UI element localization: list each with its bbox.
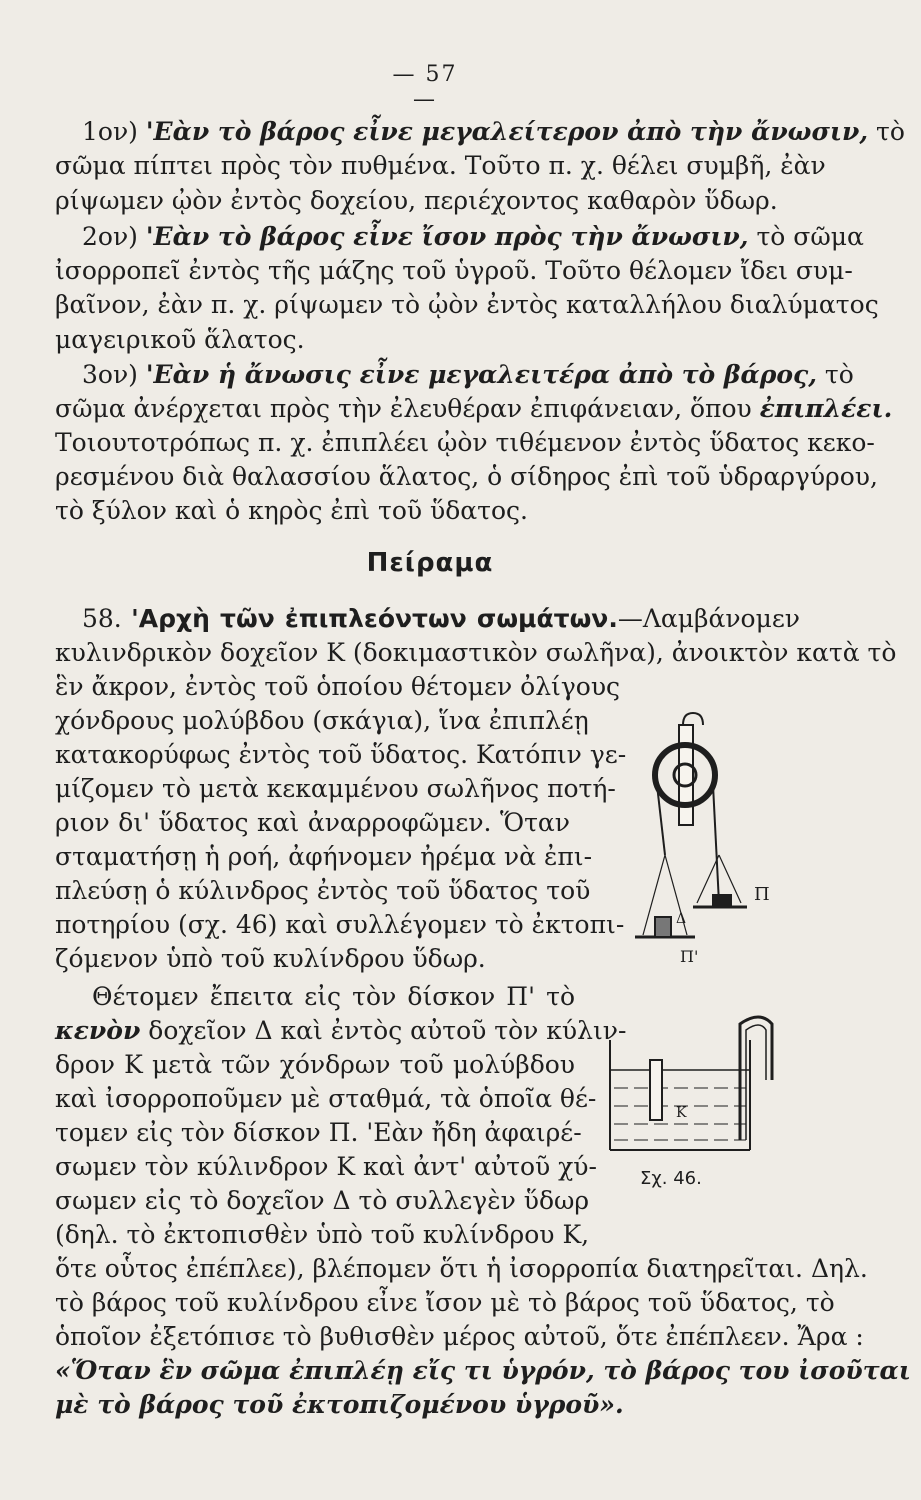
para5-line-9: ὅτε οὗτος ἐπέπλεε), βλέπομεν ὅτι ἡ ἰσορροπία διατηρεῖται. Δηλ. bbox=[55, 1254, 868, 1283]
sec58-line-6: μίζομεν τὸ μετὰ κεκαμμένου σωλῆνος ποτή- bbox=[55, 774, 616, 803]
glass-figure bbox=[600, 1010, 780, 1150]
para5-line-7: σωμεν εἰς τὸ δοχεῖον Δ τὸ συλλεγὲν ὕδωρ bbox=[55, 1186, 590, 1215]
para2-line-4: μαγειρικοῦ ἅλατος. bbox=[55, 325, 305, 354]
para5-line-1: Θέτομεν ἔπειτα εἰς τὸν δίσκον Π' τὸ bbox=[92, 982, 575, 1011]
para2-line-3: βαῖνον, ἐὰν π. χ. ρίψωμεν τὸ ᾠὸν ἐντὸς καταλλήλου διαλύματος bbox=[55, 290, 879, 319]
label-pi-prime: Π' bbox=[680, 947, 699, 966]
label-delta: Δ bbox=[676, 911, 687, 927]
para5-line-3: δρον Κ μετὰ τῶν χόνδρων τοῦ μολύβδου bbox=[55, 1050, 575, 1079]
para5-line-11: ὁποῖον ἐξετόπισε τὸ βυθισθὲν μέρος αὐτοῦ, ὅτε ἐπέπλεεν. Ἄρα : bbox=[55, 1322, 864, 1351]
para5-line-12: «Ὅταν ἓν σῶμα ἐπιπλέῃ εἴς τι ὑγρόν, τὸ βάρος του ἰσοῦται bbox=[55, 1356, 911, 1385]
para1-line-2: σῶμα πίπτει πρὸς τὸν πυθμένα. Τοῦτο π. χ. θέλει συμβῆ, ἐὰν bbox=[55, 151, 826, 180]
para2-line-2: ἰσορροπεῖ ἐντὸς τῆς μάζης τοῦ ὑγροῦ. Τοῦτο θέλομεν ἴδει συμ- bbox=[55, 256, 853, 285]
para5-line-6: σωμεν τὸν κύλινδρον Κ καὶ ἀντ' αὐτοῦ χύ- bbox=[55, 1152, 597, 1181]
vessel-delta bbox=[655, 917, 671, 937]
weights bbox=[713, 895, 731, 907]
right-string bbox=[713, 785, 719, 903]
para5-line-5: τομεν εἰς τὸν δίσκον Π. 'Εὰν ἤδη ἀφαιρέ- bbox=[55, 1118, 582, 1147]
sec58-line-3: ἓν ἄκρον, ἐντὸς τοῦ ὁποίου θέτομεν ὀλίγους bbox=[55, 672, 621, 701]
para3-line-3: Τοιουτοτρόπως π. χ. ἐπιπλέει ᾠὸν τιθέμενον ἐντὸς ὕδατος κεκο- bbox=[55, 428, 875, 457]
label-pi: Π bbox=[754, 884, 770, 905]
label-k: Κ bbox=[676, 1105, 687, 1121]
sec58-line-4: χόνδρους μολύβδου (σκάγια), ἵνα ἐπιπλέῃ bbox=[55, 706, 589, 735]
hook bbox=[683, 713, 703, 725]
para2-line-1: 2ον) 'Εὰν τὸ βάρος εἶνε ἴσον πρὸς τὴν ἄνωσιν, τὸ σῶμα bbox=[82, 222, 864, 251]
para1-line-3: ρίψωμεν ᾠὸν ἐντὸς δοχείου, περιέχοντος καθαρὸν ὕδωρ. bbox=[55, 186, 778, 215]
para3-line-1: 3ον) 'Εὰν ἡ ἄνωσις εἶνε μεγαλειτέρα ἀπὸ τὸ βάρος, τὸ bbox=[82, 360, 854, 389]
sec58-line-10: ποτηρίου (σχ. 46) καὶ συλλέγομεν τὸ ἐκτοπι- bbox=[55, 910, 625, 939]
para5-line-8: (δηλ. τὸ ἐκτοπισθὲν ὑπὸ τοῦ κυλίνδρου Κ, bbox=[55, 1220, 590, 1249]
para3-line-2: σῶμα ἀνέρχεται πρὸς τὴν ἐλευθέραν ἐπιφάνειαν, ὅπου ἐπιπλέει. bbox=[55, 394, 893, 423]
para5-line-4: καὶ ἰσορροποῦμεν μὲ σταθμά, τὰ ὁποῖα θέ- bbox=[55, 1084, 597, 1113]
para3-line-4: ρεσμένου διὰ θαλασσίου ἅλατος, ὁ σίδηρος ἐπὶ τοῦ ὑδραργύρου, bbox=[55, 462, 878, 491]
pulley-bracket bbox=[679, 725, 693, 825]
para5-line-2: κενὸν δοχεῖον Δ καὶ ἐντὸς αὐτοῦ τὸν κύλιν- bbox=[55, 1016, 627, 1045]
sec58-line-7: ριον δι' ὕδατος καὶ ἀναρροφῶμεν. Ὅταν bbox=[55, 808, 570, 837]
bent-tube bbox=[740, 1017, 772, 1140]
para5-line-13: μὲ τὸ βάρος τοῦ ἐκτοπιζομένου ὑγροῦ». bbox=[55, 1390, 624, 1419]
sec58-line-8: σταματήσῃ ἡ ροή, ἀφήνομεν ἠρέμα νὰ ἐπι- bbox=[55, 842, 593, 871]
floating-cylinder bbox=[650, 1060, 662, 1120]
figure-caption: Σχ. 46. bbox=[640, 1168, 702, 1189]
para3-bold: 'Εὰν ἡ ἄνωσις εἶνε μεγαλειτέρα ἀπὸ τὸ βάρος, bbox=[145, 360, 817, 389]
para2-bold: 'Εὰν τὸ βάρος εἶνε ἴσον πρὸς τὴν ἄνωσιν, bbox=[145, 222, 749, 251]
para1-bold: 'Εὰν τὸ βάρος εἶνε μεγαλείτερον ἀπὸ τὴν ἄνωσιν, bbox=[145, 117, 869, 146]
sec58-title: 'Αρχὴ τῶν ἐπιπλεόντων σωμάτων. bbox=[131, 604, 618, 633]
page-number: — 57 — bbox=[392, 62, 458, 112]
sec58-line-9: πλεύσῃ ὁ κύλινδρος ἐντὸς τοῦ ὕδατος τοῦ bbox=[55, 876, 591, 905]
balance-figure bbox=[625, 705, 785, 965]
sec58-line-5: κατακορύφως ἐντὸς τοῦ ὕδατος. Κατόπιν γε- bbox=[55, 740, 627, 769]
section-heading: Πείραμα bbox=[366, 548, 494, 578]
para1-line-1: 1ον) 'Εὰν τὸ βάρος εἶνε μεγαλείτερον ἀπὸ τὴν ἄνωσιν, τὸ bbox=[82, 117, 905, 146]
sec58-line-11: ζόμενον ὑπὸ τοῦ κυλίνδρου ὕδωρ. bbox=[55, 944, 486, 973]
para3-line-5: τὸ ξύλον καὶ ὁ κηρὸς ἐπὶ τοῦ ὕδατος. bbox=[55, 496, 528, 525]
para5-line-10: τὸ βάρος τοῦ κυλίνδρου εἶνε ἴσον μὲ τὸ βάρος τοῦ ὕδατος, τὸ bbox=[55, 1288, 835, 1317]
sec58-line-2: κυλινδρικὸν δοχεῖον Κ (δοκιμαστικὸν σωλῆνα), ἀνοικτὸν κατὰ τὸ bbox=[55, 638, 897, 667]
sec58-line-1: 58. 'Αρχὴ τῶν ἐπιπλεόντων σωμάτων.—Λαμβάνομεν bbox=[82, 604, 800, 633]
